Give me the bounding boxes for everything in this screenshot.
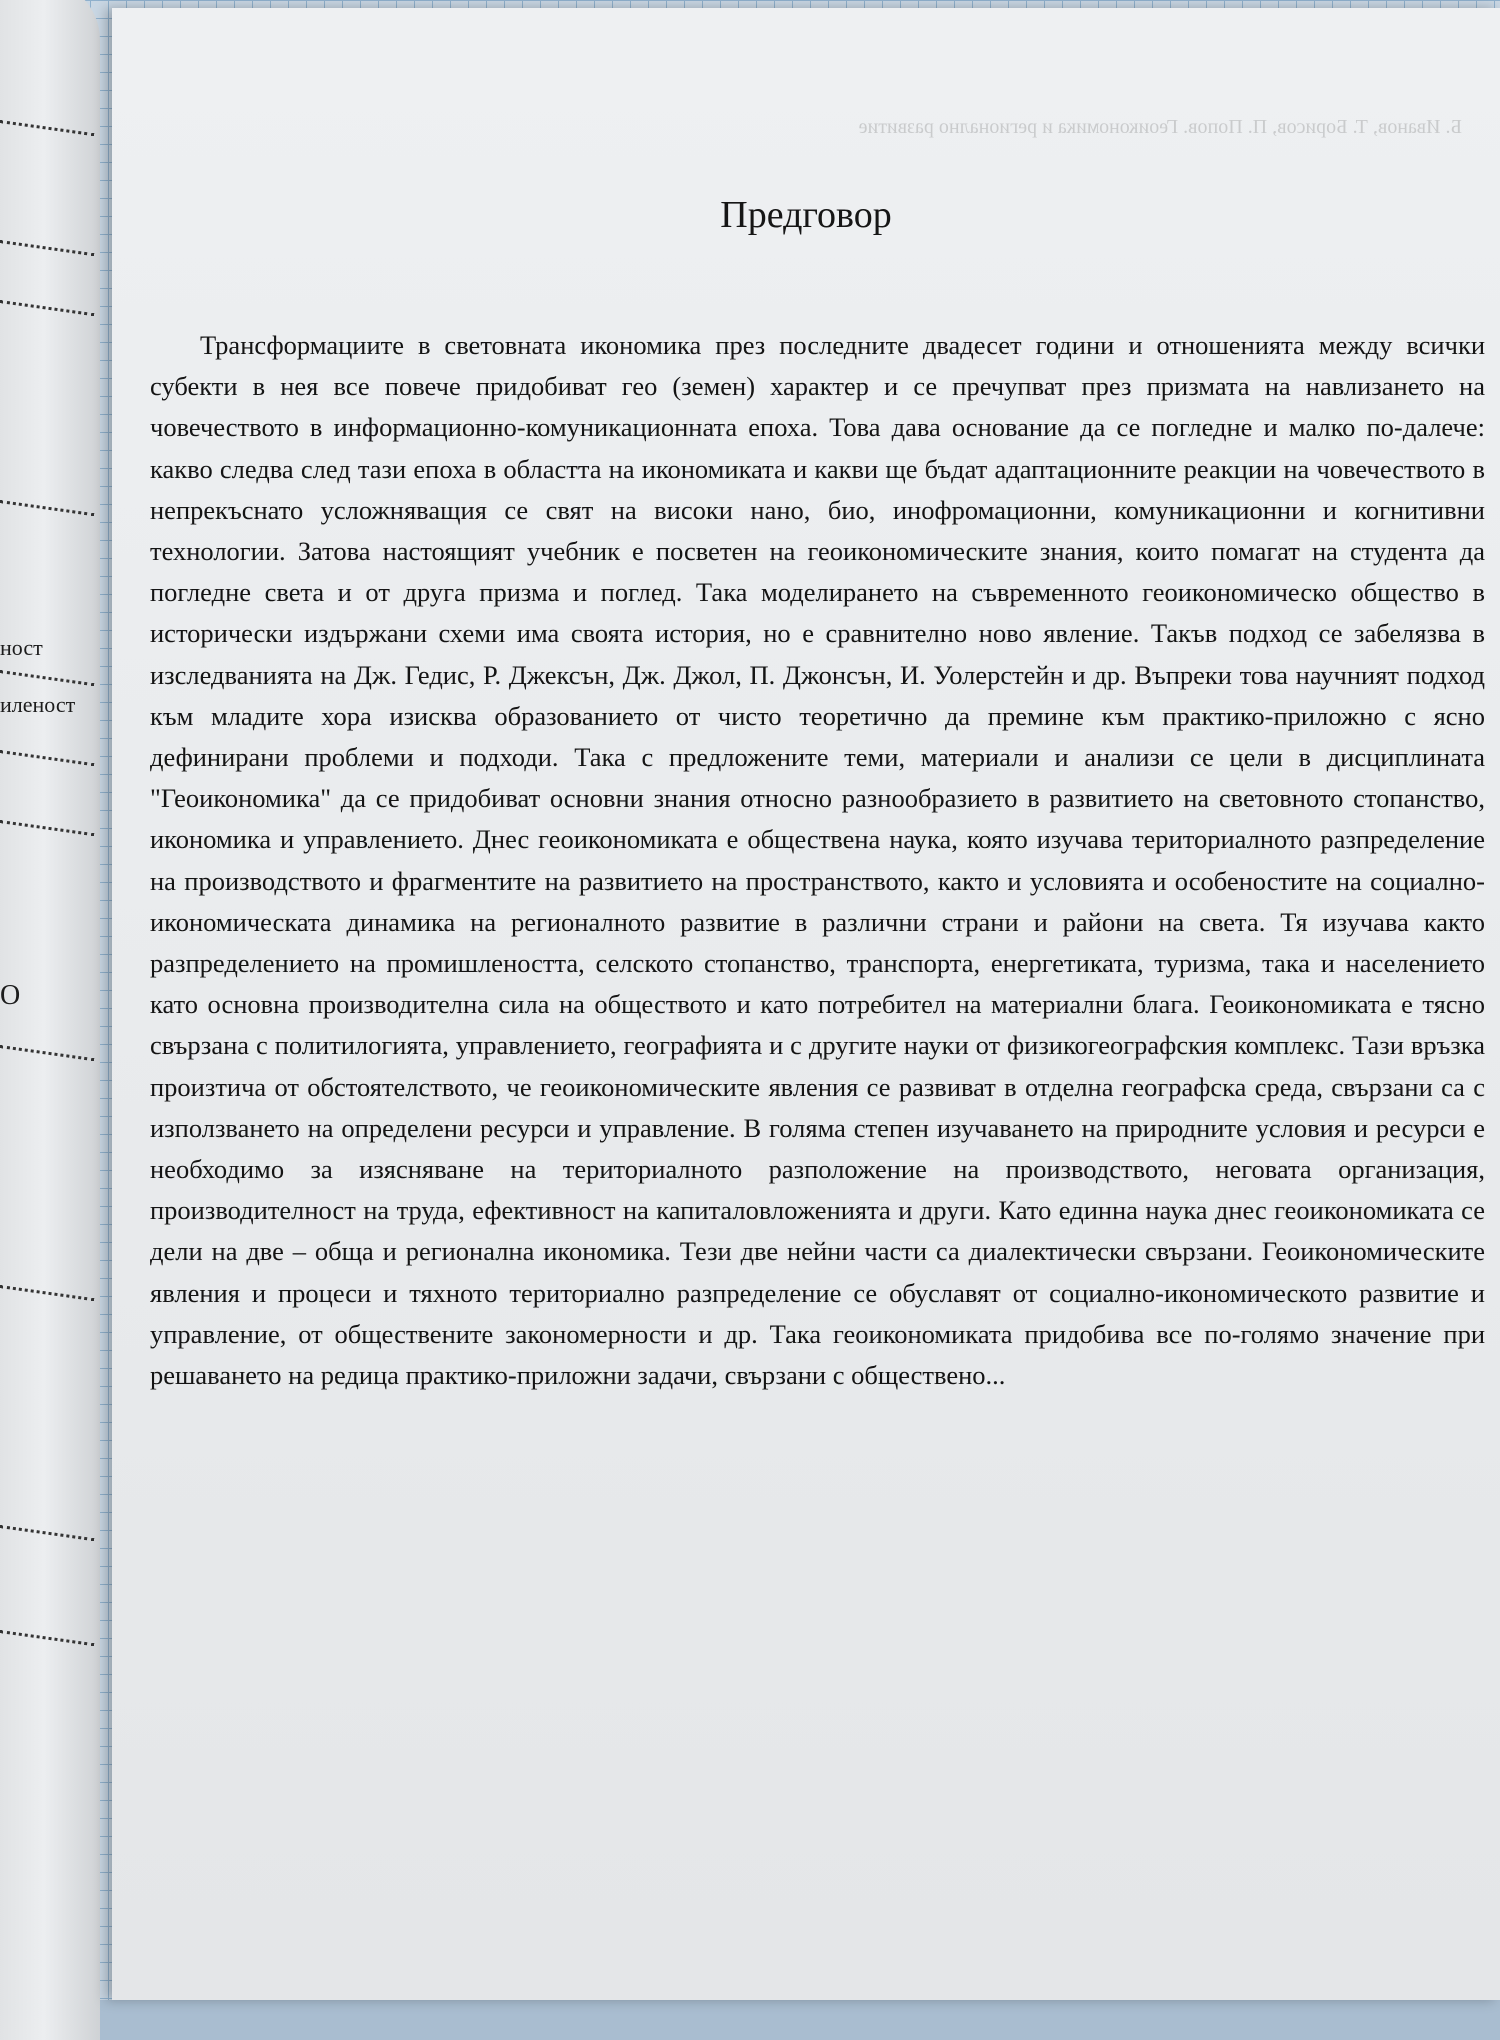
- dotted-leader: [0, 120, 94, 136]
- left-page-fragment: иленост: [0, 692, 76, 717]
- dotted-leader: [0, 240, 94, 256]
- dotted-leader: [0, 670, 94, 686]
- dotted-leader: [0, 1285, 94, 1301]
- dotted-leader: [0, 1045, 94, 1061]
- dotted-leader: [0, 1630, 94, 1646]
- dotted-leader: [0, 820, 94, 836]
- dotted-leader: [0, 300, 94, 316]
- page-title: Предговор: [720, 194, 892, 236]
- dotted-leader: [0, 1525, 94, 1541]
- body-paragraph: Трансформациите в световната икономика през последните двадесет години и отношенията между всички субекти в нея все повече придобиват гео (земен) характер и се пречупват през призмата на навлизането на човечеството в информационно-комуникационната епоха. Това дава основание да се погледне и малко по-далече: какво следва след тази епоха в областта на икономиката и какви ще бъдат адаптационните реакции на човечеството в непрекъснато усложняващия се свят на високи нано, био, инофромационни, комуникационни и когнитивни технологии. Затова настоящият учебник е посветен на геоикономическите знания, които помагат на студента да погледне света и от друга призма и поглед. Така моделирането на съвременното геоикономическо общество в исторически издържани схеми има своята история, но е сравнително ново явление. Такъв подход се забелязва в изследванията на Дж. Гедис, Р. Джексън, Дж. Джол, П. Джонсън, И. Уолерстейн и др. Въпреки това научният подход към младите хора изисква образованието от чисто теоретично да премине към практико-приложно с ясно дефинирани проблеми и подходи. Така с предложените теми, материали и анализи се цели в дисциплината "Геоикономика" да се придобиват основни знания относно разнообразието в развитието на световното стопанство, икономика и управлението. Днес геоикономиката е обществена наука, която изучава териториалното разпределение на производството и фрагментите на развитието на пространството, както и условията и особеностите на социално-икономическата динамика на регионалното развитие в различни страни и райони на света. Тя изучава както разпределението на промишлеността, селското стопанство, транспорта, енергетиката, туризма, така и населението като основна производителна сила на обществото и като потребител на материални блага. Геоикономиката е тясно свързана с политилогията, управлението, географията и с другите науки от физикогеографския комплекс. Тази връзка произтича от обстоятелството, че геоикономическите явления се развиват в отделна географска среда, свързани са с използването на определени ресурси и управление. В голяма степен изучаването на природните условия и ресурси е необходимо за изясняване на териториалното разположение на производството, неговата организация, производителност на труда, ефективност на капиталовложенията и други. Като единна наука днес геоикономиката се дели на две – обща и регионална икономика. Тези две нейни части са диалектически свързани. Геоикономическите явления и процеси и тяхното териториално разпределение се обуславят от социално-икономическото развитие и управление, от обществените закономерности и др. Така геоикономиката придобива все по-голямо значение при решаването на редица практико-приложни задачи, свързани с обществено...: [150, 330, 1485, 1391]
- left-facing-page: [0, 0, 100, 2040]
- dotted-leader: [0, 750, 94, 766]
- dotted-leader: [0, 500, 94, 516]
- book-page: [112, 8, 1500, 2000]
- left-page-fragment: O: [0, 980, 21, 1011]
- left-page-fragment: ност: [0, 635, 43, 660]
- running-head-bleedthrough: Б. Иванов, Т. Борисов, П. Попов. Геоикономика и регионално развитие: [858, 116, 1462, 138]
